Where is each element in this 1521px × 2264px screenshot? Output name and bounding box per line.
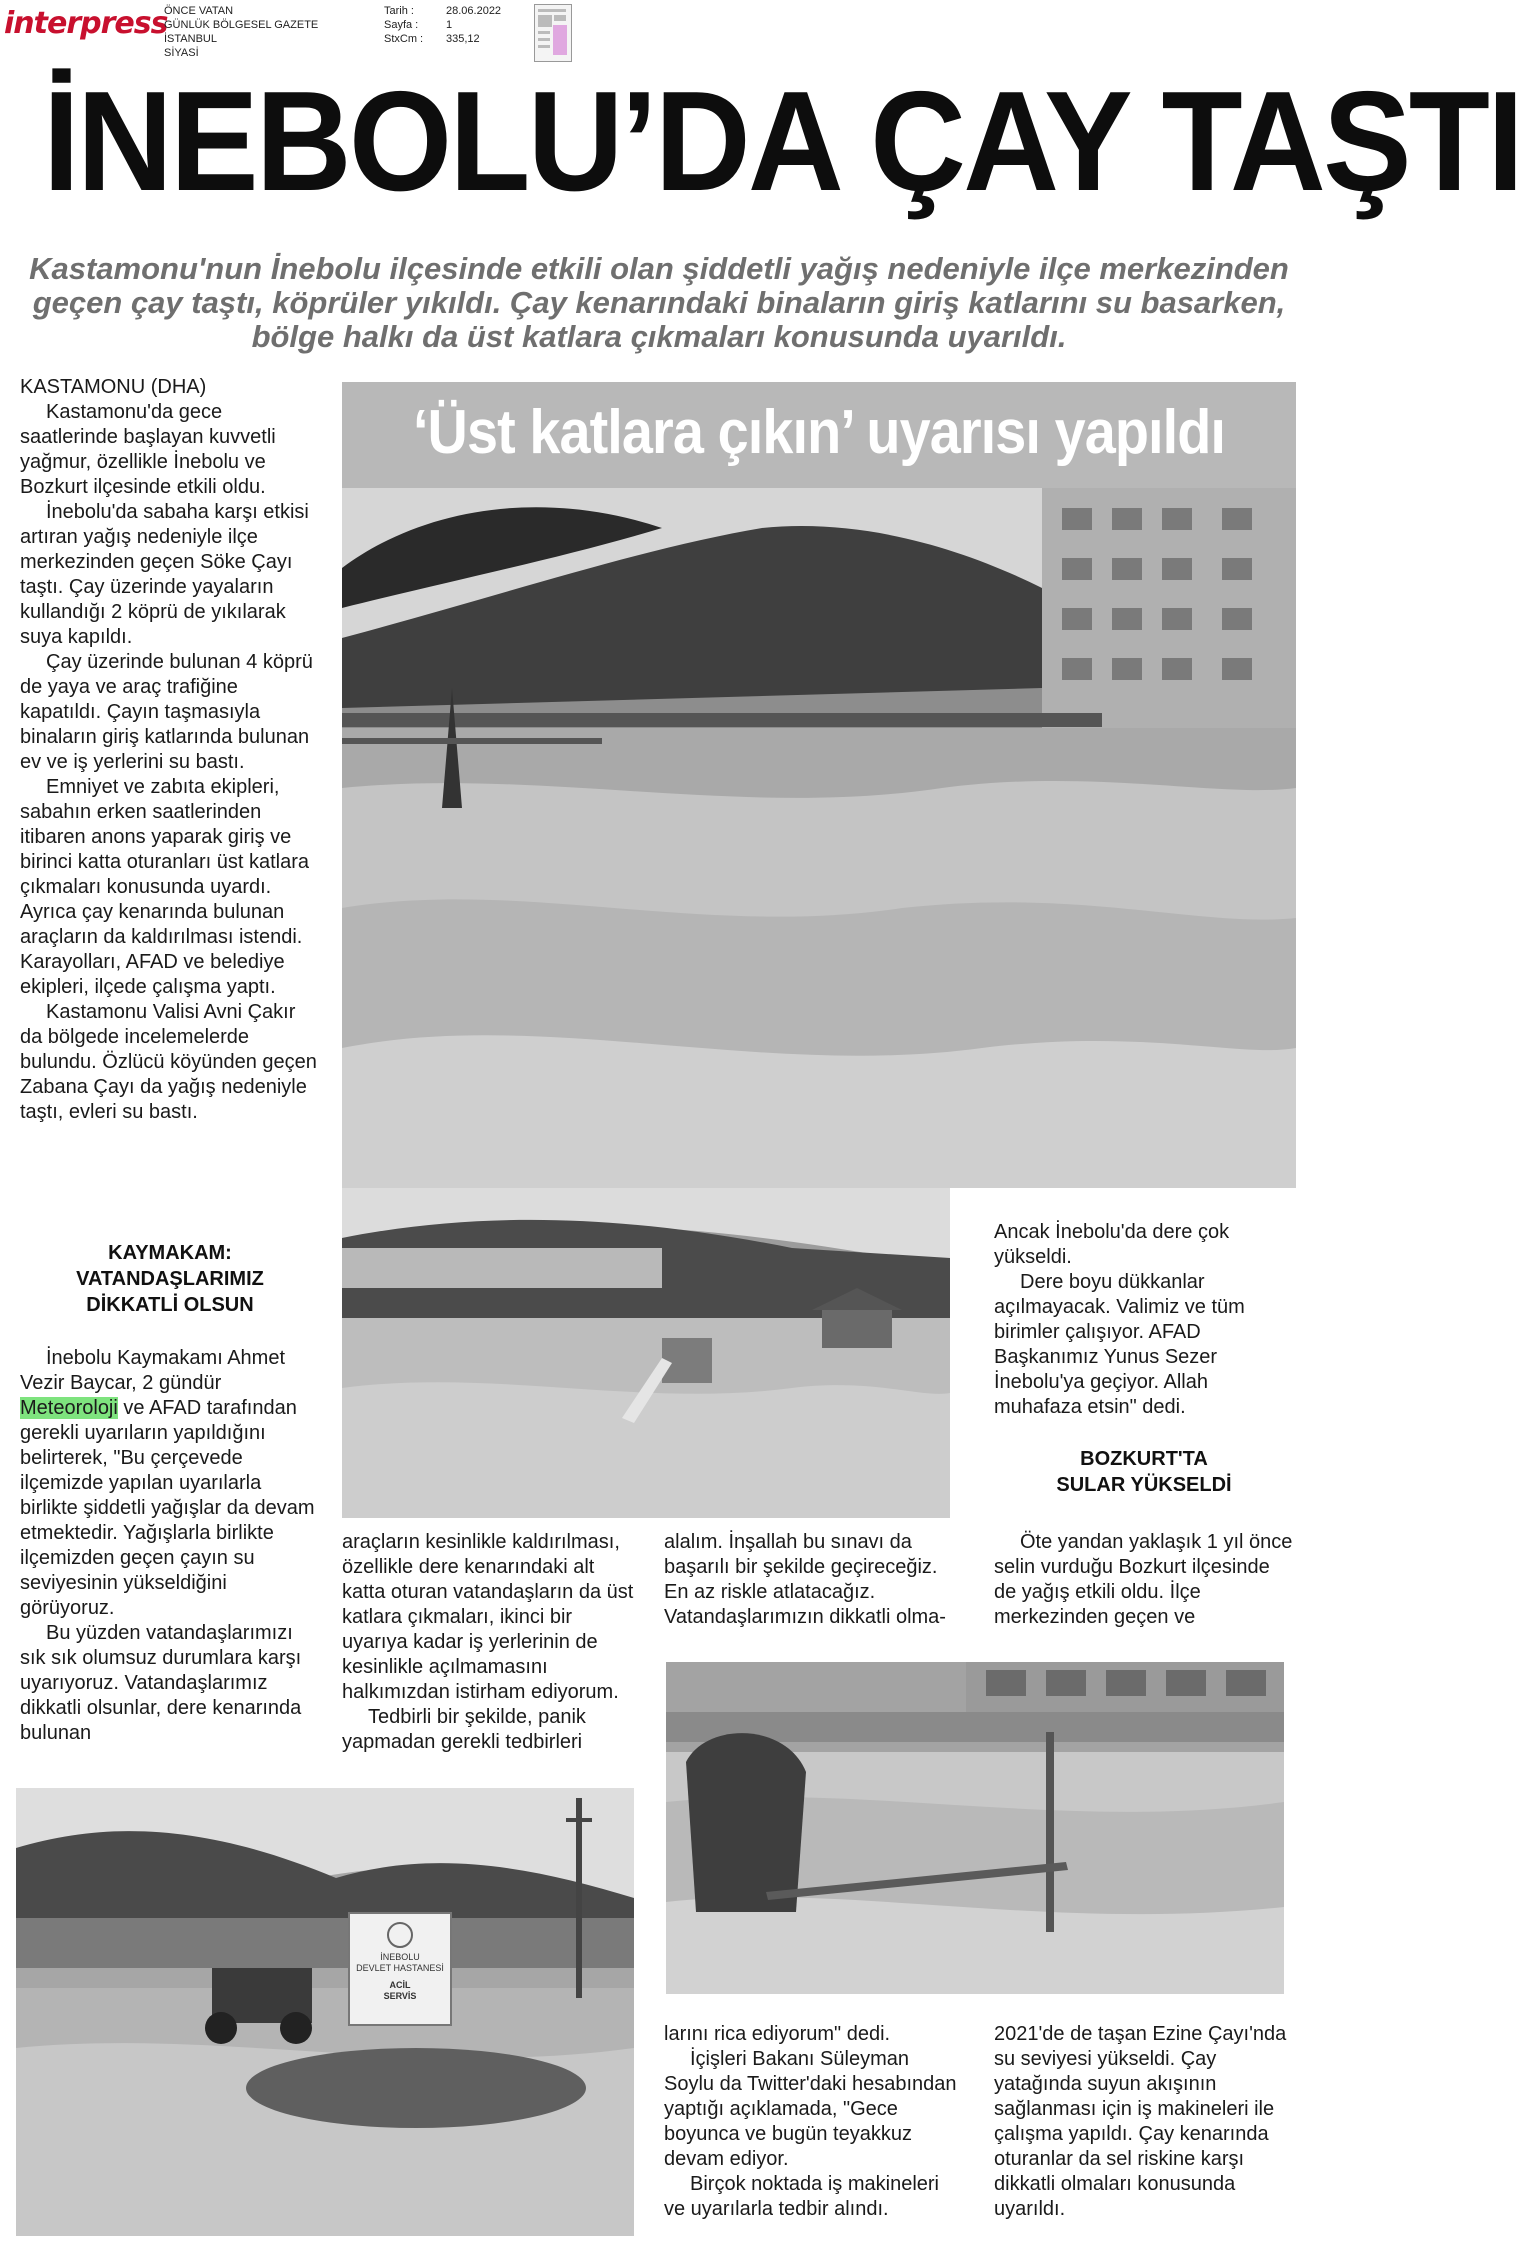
sign-line: DEVLET HASTANESİ: [356, 1963, 444, 1973]
column-3: [664, 1530, 964, 1630]
photo-banner: [342, 382, 1296, 488]
article-deck: Kastamonu'nun İnebolu ilçesinde etkili olan şiddetli yağış nedeniyle ilçe merkezinden geçen çay taştı, köprüler yıkıldı. Çay kenarındaki binaların giriş katlarını su basarken, bölge halkı da üst katlara çıkmaları konusunda uyarıldı.: [29, 251, 1289, 354]
sign-line: İNEBOLU: [380, 1952, 420, 1962]
paragraph: Öte yandan yaklaşık 1 yıl önce selin vurduğu Bozkurt ilçesinde de yağış etkili oldu. İlçe merkezinden geçen ve: [994, 1531, 1293, 1628]
flood-photo-bozkurt: [666, 1662, 1284, 1994]
subhead-bozkurt: [994, 1446, 1294, 1498]
meta-label-date: Tarih :: [384, 5, 414, 17]
meta-label-page: Sayfa :: [384, 19, 419, 31]
paragraph: Kastamonu Valisi Avni Çakır da bölgede incelemelerde bulundu. Özlücü köyünden geçen Zabana Çayı da yağış nedeniyle taştı, evleri su bastı.: [20, 1001, 317, 1123]
text-run: İnebolu Kaymakamı Ahmet Vezir Baycar, 2 gündür: [20, 1347, 286, 1394]
paragraph: Kastamonu'da gece saatlerinde başlayan kuvvetli yağmur, özellikle İnebolu ve Bozkurt ilçesinde etkili oldu.: [20, 401, 276, 498]
text-run: ve AFAD tarafından gerekli uyarıların yapıldığını belirterek, "Bu çerçevede ilçemizde yapılan uyarılarla birlikte şiddetli yağışlar da devam etmektedir. Yağışlarla birlikte ilçemizden geçen çayın su seviyesinin yükseldiğini görüyoruz.: [20, 1397, 315, 1619]
meta-value-page: 1: [446, 19, 453, 31]
flood-photo-playground: [342, 1188, 950, 1518]
column-4-top: [994, 1220, 1294, 1420]
paragraph: Tedbirli bir şekilde, panik yapmadan gerekli tedbirleri: [342, 1706, 586, 1753]
paragraph: Emniyet ve zabıta ekipleri, sabahın erken saatlerinden itibaren anons yaparak giriş ve birinci katta oturanları üst katlara çıkmaları konusunda uyardı. Ayrıca çay kenarında bulunan araçların da kaldırılması istendi. Karayolları, AFAD ve belediye ekipleri, ilçede çalışma yaptı.: [20, 776, 310, 998]
dateline: KASTAMONU (DHA): [20, 376, 207, 398]
paragraph: İnebolu'da sabaha karşı etkisi artıran yağış nedeniyle ilçe merkezinden geçen Söke Çayı taştı. Çay üzerinde yayaların kullandığı 2 köprü de yıkılarak suya kapıldı.: [20, 501, 309, 648]
paragraph: Ancak İnebolu'da dere çok yükseldi.: [994, 1221, 1230, 1268]
source-line: SİYASİ: [164, 47, 199, 59]
subhead-line: KAYMAKAM:: [108, 1242, 232, 1264]
flood-photo-hospital: [16, 1788, 634, 2236]
hospital-logo-icon: [387, 1922, 413, 1948]
paragraph: [20, 1346, 320, 1621]
column-5: [664, 2022, 964, 2222]
paragraph: Dere boyu dükkanlar açılmayacak. Valimiz ve tüm birimler çalışıyor. AFAD Başkanımız Yunus Sezer İnebolu'ya geçiyor. Allah muhafaza etsin" dedi.: [994, 1271, 1245, 1418]
paragraph: Çay üzerinde bulunan 4 köprü de yaya ve araç trafiğine kapatıldı. Çayın taşmasıyla binaların giriş katlarında bulunan ev ve iş yerlerini su bastı.: [20, 651, 313, 773]
paragraph: 2021'de de taşan Ezine Çayı'nda su seviyesi yükseldi. Çay yatağında suyun akışının sağlanması için iş makineleri ile çalışma yapıldı. Çay kenarında oturanlar da sel riskine karşı dikkatli olmaları konusunda uyarıldı.: [994, 2023, 1287, 2220]
meta-value-size: 335,12: [446, 33, 480, 45]
subhead-line: VATANDAŞLARIMIZ: [76, 1268, 264, 1290]
column-1-continued: [20, 1346, 320, 1746]
hospital-sign: [348, 1912, 452, 2026]
source-line: ÖNCE VATAN: [164, 5, 234, 17]
column-2: [342, 1530, 642, 1755]
subhead-line: BOZKURT'TA: [1080, 1448, 1208, 1470]
source-info: [164, 4, 318, 60]
page-title: İNEBOLU’DA ÇAY TAŞTI: [42, 62, 1521, 221]
paragraph: araçların kesinlikle kaldırılması, özellikle dere kenarındaki alt katta oturan vatandaşların da üst katlara çıkmaları, ikinci bir uyarıya kadar iş yerlerinin de kesinlikle açılmamasını halkımızdan istirham ediyorum.: [342, 1531, 634, 1703]
source-line: GÜNLÜK BÖLGESEL GAZETE: [164, 19, 319, 31]
paragraph: İçişleri Bakanı Süleyman Soylu da Twitter'daki hesabından yaptığı açıklamada, "Gece boyunca ve bugün teyakkuz devam ediyor.: [664, 2048, 957, 2170]
meta-value-date: 28.06.2022: [446, 5, 502, 17]
highlighted-word: Meteoroloji: [20, 1397, 118, 1419]
subhead-line: DİKKATLİ OLSUN: [86, 1294, 254, 1316]
sign-line: SERVİS: [383, 1991, 417, 2001]
column-4-mid: [994, 1530, 1294, 1630]
meta-label-size: StxCm :: [384, 33, 424, 45]
meta-labels: [384, 4, 423, 46]
column-1: [20, 375, 320, 1125]
paragraph: alalım. İnşallah bu sınavı da başarılı bir şekilde geçireceğiz. En az riskle atlatacağız. Vatandaşlarımızın dikkatli olma-: [664, 1531, 946, 1628]
photo-banner-text: ‘Üst katlara çıkın’ uyarısı yapıldı: [412, 398, 1226, 467]
flood-photo-main: [342, 488, 1296, 1188]
subhead-line: SULAR YÜKSELDİ: [1056, 1474, 1232, 1496]
page-thumbnail-icon: [534, 4, 572, 62]
source-line: İSTANBUL: [164, 33, 217, 45]
meta-values: [446, 4, 501, 46]
paragraph: Bu yüzden vatandaşlarımızı sık sık olumsuz durumlara karşı uyarıyoruz. Vatandaşlarımız dikkatli olsunlar, dere kenarında bulunan: [20, 1622, 302, 1744]
paragraph: larını rica ediyorum" dedi.: [664, 2023, 891, 2045]
interpress-logo: interpress: [4, 6, 168, 41]
column-6: [994, 2022, 1294, 2222]
paragraph: Birçok noktada iş makineleri ve uyarılarla tedbir alındı.: [664, 2173, 939, 2220]
subhead-kaymakam: [20, 1240, 320, 1318]
sign-line: ACİL: [389, 1980, 411, 1990]
